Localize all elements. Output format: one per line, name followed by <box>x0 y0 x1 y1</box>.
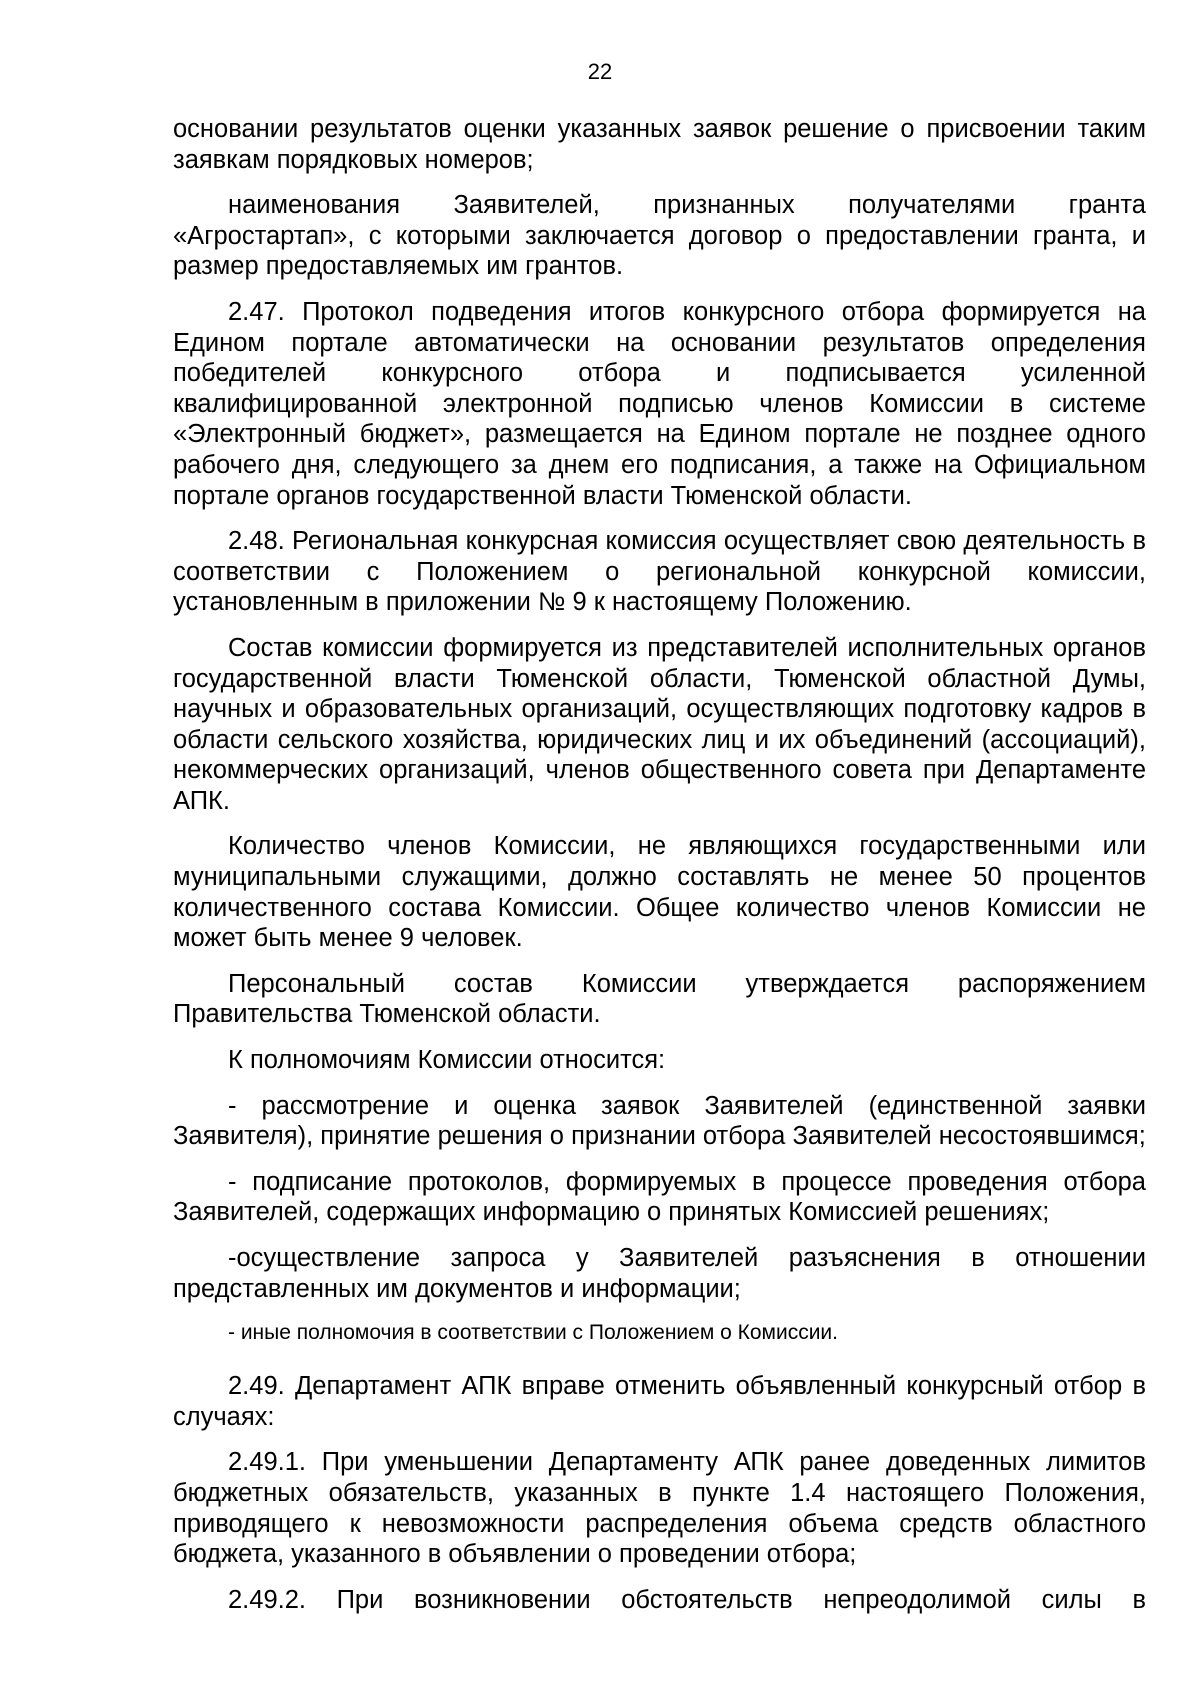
paragraph: основании результатов оценки указанных заявок решение о присвоении таким заявкам порядковых номеров; <box>173 115 1146 174</box>
paragraph: наименования Заявителей, признанных получателями гранта «Агростартап», с которыми заключается договор о предоставлении гранта, и размер предоставляемых им грантов. <box>173 191 1146 281</box>
paragraph: Состав комиссии формируется из представителей исполнительных органов государственной власти Тюменской области, Тюменской областной Думы, научных и образовательных организаций, осуществляющих подготовку кадров в области сельского хозяйства, юридических лиц и их объединений (ассоциаций), некоммерческих организаций, членов общественного совета при Департаменте АПК. <box>173 633 1146 815</box>
paragraph: 2.49.1. При уменьшении Департаменту АПК ранее доведенных лимитов бюджетных обязательств, указанных в пункте 1.4 настоящего Положения, приводящего к невозможности распределения объема средств областного бюджета, указанного в объявлении о проведении отбора; <box>173 1448 1146 1569</box>
paragraph: Персональный состав Комиссии утверждается распоряжением Правительства Тюменской области. <box>173 969 1146 1029</box>
paragraph: 2.49. Департамент АПК вправе отменить объявленный конкурсный отбор в случаях: <box>173 1372 1146 1431</box>
paragraph: Количество членов Комиссии, не являющихся государственными или муниципальными служащими, должно составлять не менее 50 процентов количественного состава Комиссии. Общее количество членов Комиссии не может быть менее 9 человек. <box>173 832 1146 953</box>
paragraph: К полномочиям Комиссии относится: <box>228 1046 666 1075</box>
document-body <box>173 114 1146 1630</box>
page-number: 22 <box>587 59 613 84</box>
list-item: - подписание протоколов, формируемых в процессе проведения отбора Заявителей, содержащих информацию о принятых Комиссией решениях; <box>173 1167 1146 1227</box>
paragraph: 2.47. Протокол подведения итогов конкурсного отбора формируется на Едином портале автоматически на основании результатов определения победителей конкурсного отбора и подписывается усиленной квалифицированной электронной подписью членов Комиссии в системе «Электронный бюджет», размещается на Едином портале не позднее одного рабочего дня, следующего за днем его подписания, а также на Официальном портале органов государственной власти Тюменской области. <box>173 297 1146 510</box>
list-item: - иные полномочия в соответствии с Положением о Комиссии. <box>228 1321 838 1345</box>
list-item: -осуществление запроса у Заявителей разъяснения в отношении представленных им документов и информации; <box>173 1244 1146 1303</box>
paragraph: 2.48. Региональная конкурсная комиссия осуществляет свою деятельность в соответствии с Положением о региональной конкурсной комиссии, установленным в приложении № 9 к настоящему Положению. <box>173 527 1146 617</box>
paragraph: 2.49.2. При возникновении обстоятельств непреодолимой силы в <box>228 1585 1146 1614</box>
list-item: - рассмотрение и оценка заявок Заявителей (единственной заявки Заявителя), принятие решения о признании отбора Заявителей несостоявшимся; <box>173 1091 1146 1151</box>
